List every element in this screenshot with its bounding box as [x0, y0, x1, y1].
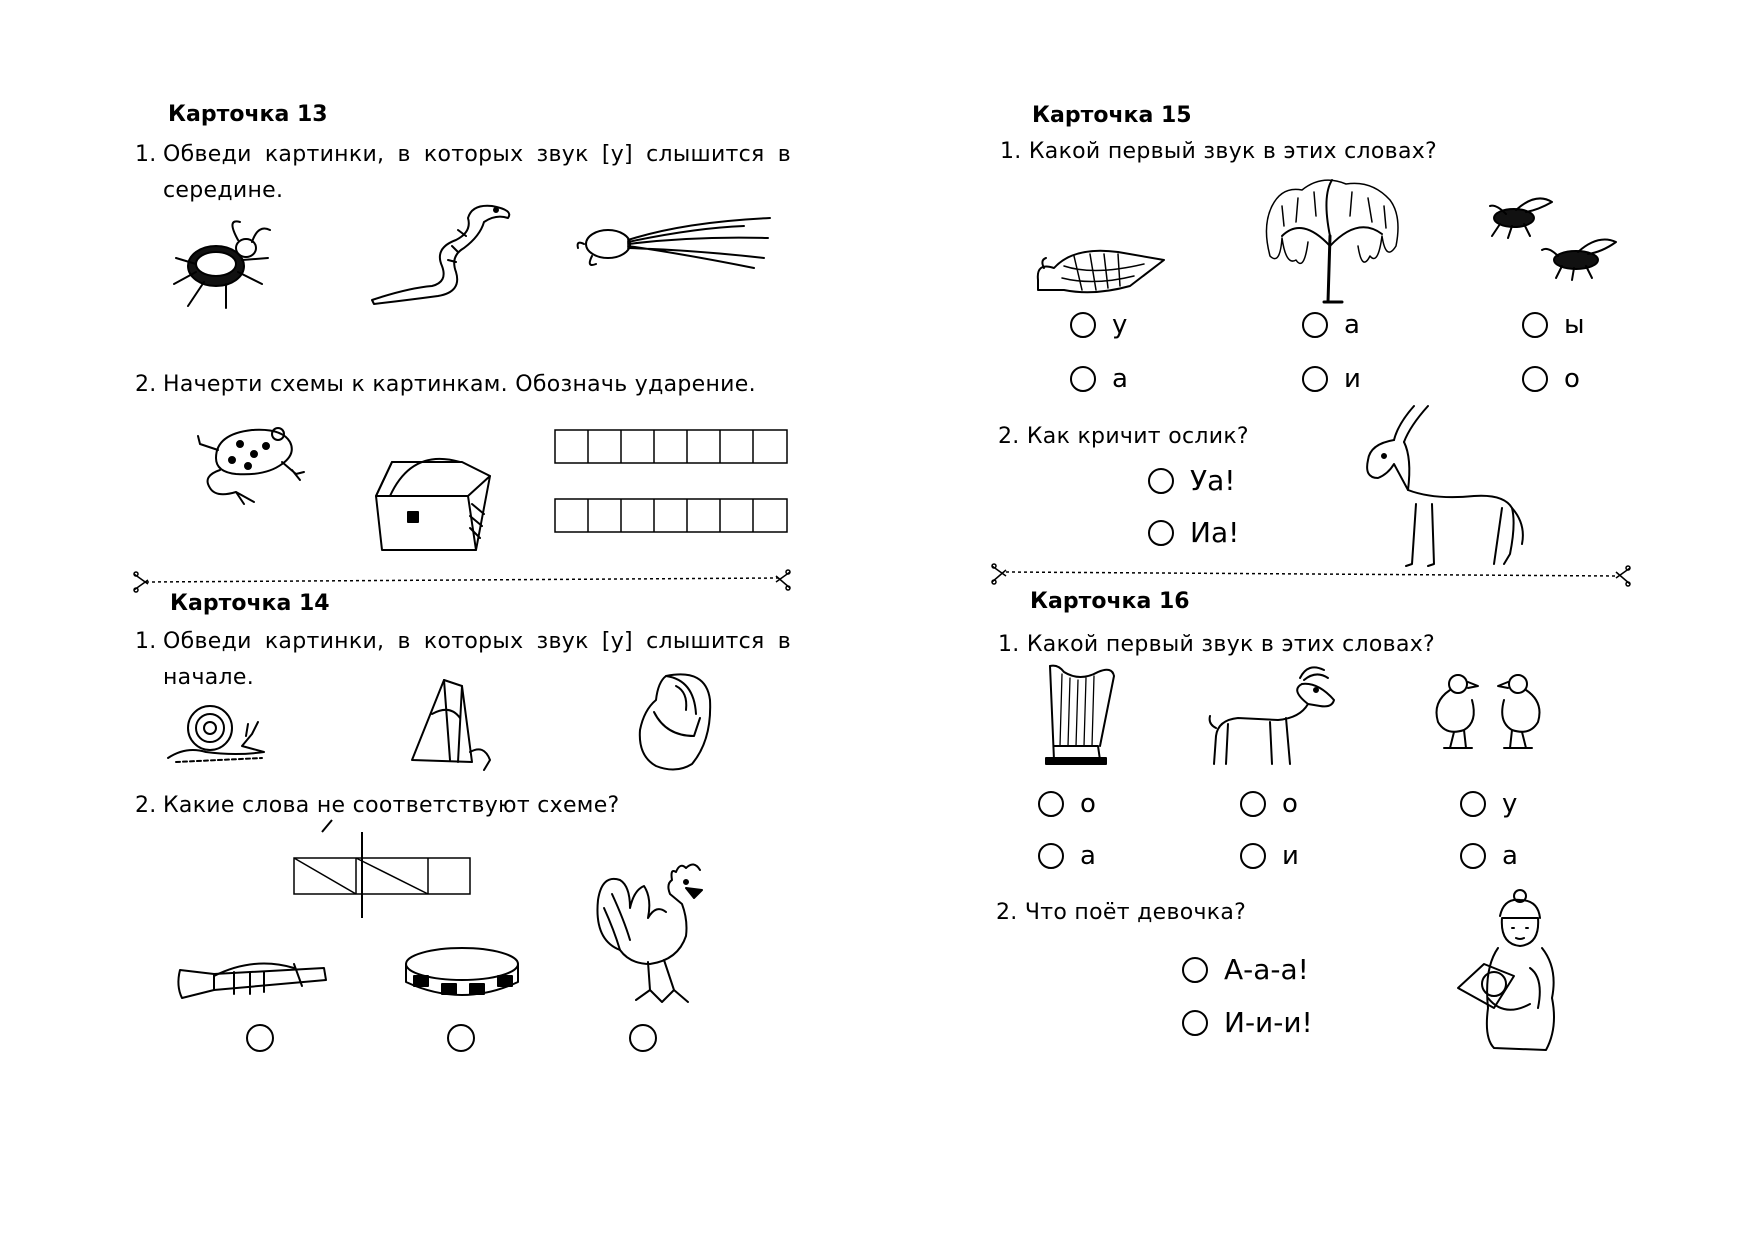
answer-circle-rooster[interactable] — [629, 1024, 657, 1052]
card15-option-2-2[interactable]: и — [1302, 364, 1361, 394]
frog-icon[interactable] — [196, 414, 306, 506]
card16-option-2-1[interactable]: о — [1240, 789, 1298, 819]
card14-task2-num: 2. — [135, 793, 157, 818]
card15-answer-2[interactable]: Иа! — [1148, 516, 1239, 549]
card15-option-1-1[interactable]: у — [1070, 310, 1127, 340]
goat-icon[interactable] — [1208, 664, 1338, 768]
card14-task2-text: Какие слова не соответствуют схеме? — [163, 793, 620, 818]
radio-icon[interactable] — [1460, 791, 1486, 817]
radio-icon[interactable] — [1038, 791, 1064, 817]
card15-task2: 2. Как кричит ослик? — [998, 424, 1249, 449]
card16-answer-2[interactable]: И-и-и! — [1182, 1006, 1313, 1039]
tambourine-icon[interactable] — [402, 944, 522, 1004]
radio-icon[interactable] — [1038, 843, 1064, 869]
card16-option-3-1[interactable]: у — [1460, 789, 1517, 819]
radio-icon[interactable] — [1070, 366, 1096, 392]
card15-title: Карточка 15 — [1032, 103, 1192, 128]
card16-option-3-2[interactable]: а — [1460, 841, 1518, 871]
card14-task1-num: 1. — [135, 629, 157, 654]
card15-option-3-2[interactable]: о — [1522, 364, 1580, 394]
snake-icon[interactable] — [368, 200, 518, 308]
shell-icon[interactable] — [1034, 246, 1166, 296]
card13-title: Карточка 13 — [168, 102, 328, 127]
chicks-icon[interactable] — [1428, 672, 1548, 752]
card13-task1-text: Обведи картинки, в которых звук [у] слышится в середине. — [163, 142, 791, 203]
card16-task1: 1. Какой первый звук в этих словах? — [998, 632, 1436, 657]
trumpet-icon[interactable] — [174, 946, 330, 1006]
beetle-icon[interactable] — [168, 214, 278, 314]
answer-circle-trumpet[interactable] — [246, 1024, 274, 1052]
rooster-icon[interactable] — [590, 860, 720, 1010]
iron-icon[interactable] — [404, 674, 494, 774]
snail-icon[interactable] — [166, 700, 270, 764]
radio-icon[interactable] — [1148, 468, 1174, 494]
radio-icon[interactable] — [1182, 957, 1208, 983]
donkey-icon[interactable] — [1364, 404, 1532, 568]
card15-task1: 1. Какой первый звук в этих словах? — [1000, 139, 1438, 164]
card13-task2-num: 2. — [135, 372, 157, 397]
radio-icon[interactable] — [1302, 312, 1328, 338]
card15-option-3-1[interactable]: ы — [1522, 310, 1585, 340]
card14-task1-text: Обведи картинки, в которых звук [у] слышится в начале. — [163, 629, 791, 690]
radio-icon[interactable] — [1460, 843, 1486, 869]
card15-option-1-2[interactable]: а — [1070, 364, 1128, 394]
card15-answer-1[interactable]: Уа! — [1148, 464, 1235, 497]
ear-icon[interactable] — [636, 670, 712, 772]
radio-icon[interactable] — [1522, 366, 1548, 392]
card15-option-2-1[interactable]: а — [1302, 310, 1360, 340]
word-schemes — [554, 429, 790, 535]
radio-icon[interactable] — [1240, 843, 1266, 869]
card16-title: Карточка 16 — [1030, 589, 1190, 614]
willow-icon[interactable] — [1262, 176, 1402, 306]
card16-option-1-1[interactable]: о — [1038, 789, 1096, 819]
card16-option-2-2[interactable]: и — [1240, 841, 1299, 871]
answer-circle-tambourine[interactable] — [447, 1024, 475, 1052]
radio-icon[interactable] — [1070, 312, 1096, 338]
radio-icon[interactable] — [1182, 1010, 1208, 1036]
girl-icon[interactable] — [1454, 888, 1566, 1052]
card13-task2-text: Начерти схемы к картинкам. Обозначь ударение. — [163, 372, 756, 397]
cut-line-right — [990, 564, 1632, 586]
card16-task2: 2. Что поёт девочка? — [996, 900, 1247, 925]
wasps-icon[interactable] — [1486, 196, 1618, 280]
card16-option-1-2[interactable]: а — [1038, 841, 1096, 871]
radio-icon[interactable] — [1302, 366, 1328, 392]
onion-icon[interactable] — [574, 214, 774, 278]
radio-icon[interactable] — [1148, 520, 1174, 546]
radio-icon[interactable] — [1522, 312, 1548, 338]
stress-scheme — [292, 828, 474, 918]
bag-icon[interactable] — [372, 454, 496, 554]
radio-icon[interactable] — [1240, 791, 1266, 817]
card16-answer-1[interactable]: А-а-а! — [1182, 953, 1309, 986]
harp-icon[interactable] — [1040, 662, 1116, 766]
card13-task1-num: 1. — [135, 142, 157, 167]
card14-title: Карточка 14 — [170, 591, 330, 616]
